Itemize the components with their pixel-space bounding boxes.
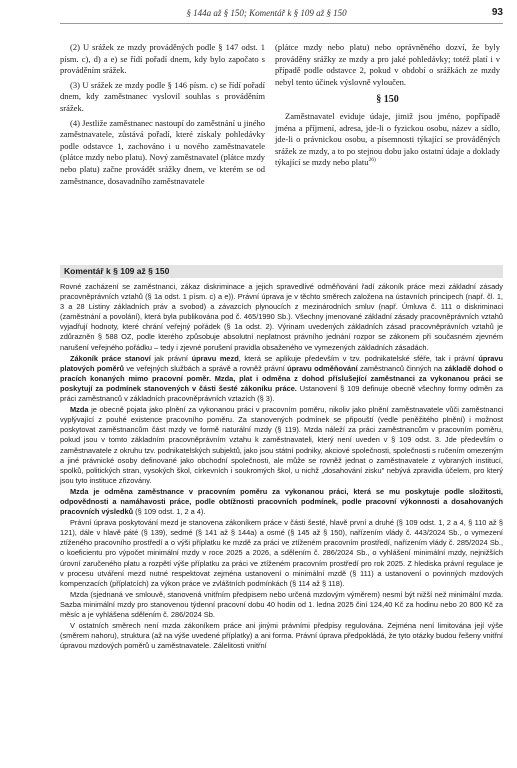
paragraph-odst-3: (3) U srážek ze mzdy podle § 146 písm. c) se řídí pořadí dnem, kdy zaměstnanec vyslovil souhlas s prováděním srážek.: [60, 79, 265, 113]
commentary-paragraph-4: Mzda je odměna zaměstnance v pracovním poměru za vykonanou práci, která se mu poskytuje podle složitosti, odpovědnosti a namáhavosti práce, podle obtížnosti pracovních podmínek, podle pracovní výkonnosti a dosahovaných pracovních výsledků (§ 109 odst. 1, 2 a 4).: [60, 486, 503, 517]
paragraph-section-150: [275, 111, 500, 169]
commentary-title: Komentář k § 109 až § 150: [64, 266, 170, 276]
paragraph-odst-4: (4) Jestliže zaměstnanec nastoupí do zaměstnání u jiného zaměstnavatele, zůstává pořadí, které získaly pohledávky podle odstavce 1, zachováno i u nového zaměstnavatele (plátce mzdy nebo platu). Nový zaměstnavatel (plátce mzdy nebo platu) začne provádět srážky dnem, ve kterém se od zaměstnance, dosavadního zaměstnavatele: [60, 117, 265, 186]
commentary-paragraph-6: Mzda (sjednaná ve smlouvě, stanovená vnitřním předpisem nebo určená mzdovým výměrem) nesmí být nižší než minimální mzda. Sazba minimální mzdy pro stanovenou týdenní pracovní dobu 40 hodin od 1. ledna 2025 činí 124,40 Kč za hodinu nebo 20 800 Kč za měsíc a je vyhlášena sdělením č. 286/2024 Sb.: [60, 589, 503, 619]
commentary-body: [60, 282, 503, 652]
right-column: [275, 42, 500, 172]
running-header: [60, 8, 503, 22]
commentary-paragraph-7: V ostatních směrech není mzda zákoníkem práce ani jinými právními předpisy regulována. Zejména není limitována její výše (směrem nahoru), struktura (až na výše uvedené příplatky) a ani forma. Právní úprava předpokládá, že tyto otázky budou řešeny vnitřní úpravou mzdových poměrů u zaměstnavatele. Zálelitosti vnitřní: [60, 621, 503, 651]
paragraph-section-150-text: Zaměstnavatel eviduje údaje, jimiž jsou jméno, popřípadě jména a příjmení, adresa, jde-li o fyzickou osobu, název a sídlo, jde-li o právnickou osobu, a písemnosti týkající se prováděných srážek ze mzdy, a to po stejnou dobu jako ostatní údaje a doklady týkající se mzdy nebo platu: [275, 110, 500, 168]
commentary-paragraph-3: Mzda je obecně pojata jako plnění za vykonanou práci v pracovním poměru, nikoliv jako plnění zaměstnavatele vůči zaměstnanci vyplývající z pouhé existence pracovního poměru. Za stanovených podmínek se připouští (vedle peněžitého plnění) i možnost poskytovat zaměstnancům část mzdy ve formě naturální mzdy (§ 119). Mzda náleží za práci zaměstnancům v pracovním poměru, pokud jsou v tomto základním pracovněprávním vztahu k zaměstnavateli, který není uveden v § 109 odst. 3. Jde především o zaměstnavatele z okruhu tzv. podnikatelských subjektů, jako jsou státní podniky, akciové společnosti, společnosti s ručením omezeným a jiné právnické osoby definované jako obchodní společnosti, ale může se rovněž jednat o zaměstnavatele z vybraných institucí, spolků, politických stran, vysokých škol, církevních i soukromých škol, u nichž „dosahování zisku" nebývá zpravidla účelem, pro který jsou tyto instituce zřizovány.: [60, 405, 503, 485]
commentary-heading-band: [60, 265, 503, 278]
footnote-marker: 26): [368, 157, 376, 164]
commentary-paragraph-2: Zákoník práce stanoví jak právní úpravu mezd, která se aplikuje především v tzv. podnikatelské sféře, tak i právní úpravu platových poměrů ve veřejných službách a správě a rovněž právní úpravu odměňování zaměstnanců činných na základě dohod o pracích konaných mimo pracovní poměr. Mzda, plat i odměna z dohod příslušející zaměstnanci za vykonanou práci se poskytují za podmínek stanovených v části šesté zákoníku práce. Ustanovení § 109 definuje obecně všechny formy odměn za práci zaměstnanců v základních pracovněprávních vztazích (§ 3).: [60, 353, 504, 404]
paragraph-odst-2: (2) U srážek ze mzdy prováděných podle § 147 odst. 1 písm. c), d) a e) se řídí pořadí dnem, kdy bylo započato s prováděním srážek.: [60, 42, 265, 76]
left-column: [60, 42, 265, 190]
paragraph-continuation: (plátce mzdy nebo platu) nebo oprávněného dozví, že byly prováděny srážky ze mzdy a pro jaké pohledávky; totéž platí i v případě podle odstavce 2, pokud v období o srážkách ze mzdy nebyl tento účinek výslovně vyloučen.: [275, 42, 500, 87]
commentary-paragraph-1: Rovné zacházení se zaměstnanci, zákaz diskriminace a jejich spravedlivé odměňování řadí zákoník práce mezi základní zásady pracovněprávních vztahů (§ 1a odst. 1 písm. c) a e)). Právní úprava je v těchto směrech založena na ústavních principech (např. čl. 1, 3 a 28 Listiny základních práv a svobod) a závazcích plynoucích z mezinárodních smluv (např. Úmluva č. 111 o diskriminaci (zaměstnání a povolání), která byla publikována pod č. 465/1990 Sb.). Všechny jmenované základní zásady pracovněprávních vztahů vyjadřují hodnoty, které chrání veřejný pořádek (§ 1a odst. 2). Výrinam uvedených základních zásad pracovněprávních vztahů je zdůrazněn § 588 OZ, podle kterého způsobuje absolutní neplatnost právního jednání rozpor se zákonem při současném zjevném narušení veřejného pořádku – tedy i zjevné porušení pravidla obsaženého ve vymezených základních zásadách.: [60, 282, 503, 352]
header-divider: [60, 23, 503, 24]
section-heading-150: § 150: [376, 94, 399, 106]
header-title: § 144a až § 150; Komentář k § 109 až § 150: [186, 8, 347, 18]
page-number: 93: [491, 7, 503, 18]
commentary-paragraph-5: Právní úprava poskytování mezd je stanovena zákoníkem práce v části šesté, hlavě první a druhé (§ 109 odst. 1, 2 a 4, § 110 až § 121), dále v hlavě páté (§ 139), sedmé (§ 141 až § 144a) a osmé (§ 145 až § 150), nařízením vlády č. 443/2024 Sb., o vymezení ztíženého pracovního prostředí a o výši příplatku ke mzdě za práci ve ztíženém pracovním prostředí, nařízením vlády č. 285/2024 Sb., o koeficientu pro výpočet minimální mzdy v roce 2025 a 2026, a sdělením č. 286/2024 Sb., o vyhlášení minimální mzdy, nejnižších úrovní zaručeného platu a rozpětí výše příplatku za práci ve ztíženém pracovním prostředí pro rok 2025. Z hlediska právní regulace je v procesu utváření mezd nutné respektovat zejména ustanovení o minimální mzdě (§ 111) a ustanovení o povinných mzdových kompenzacích (příplatcích) za výkon práce ve zvláštních podmínkách (§ 114 až § 118).: [60, 518, 503, 588]
